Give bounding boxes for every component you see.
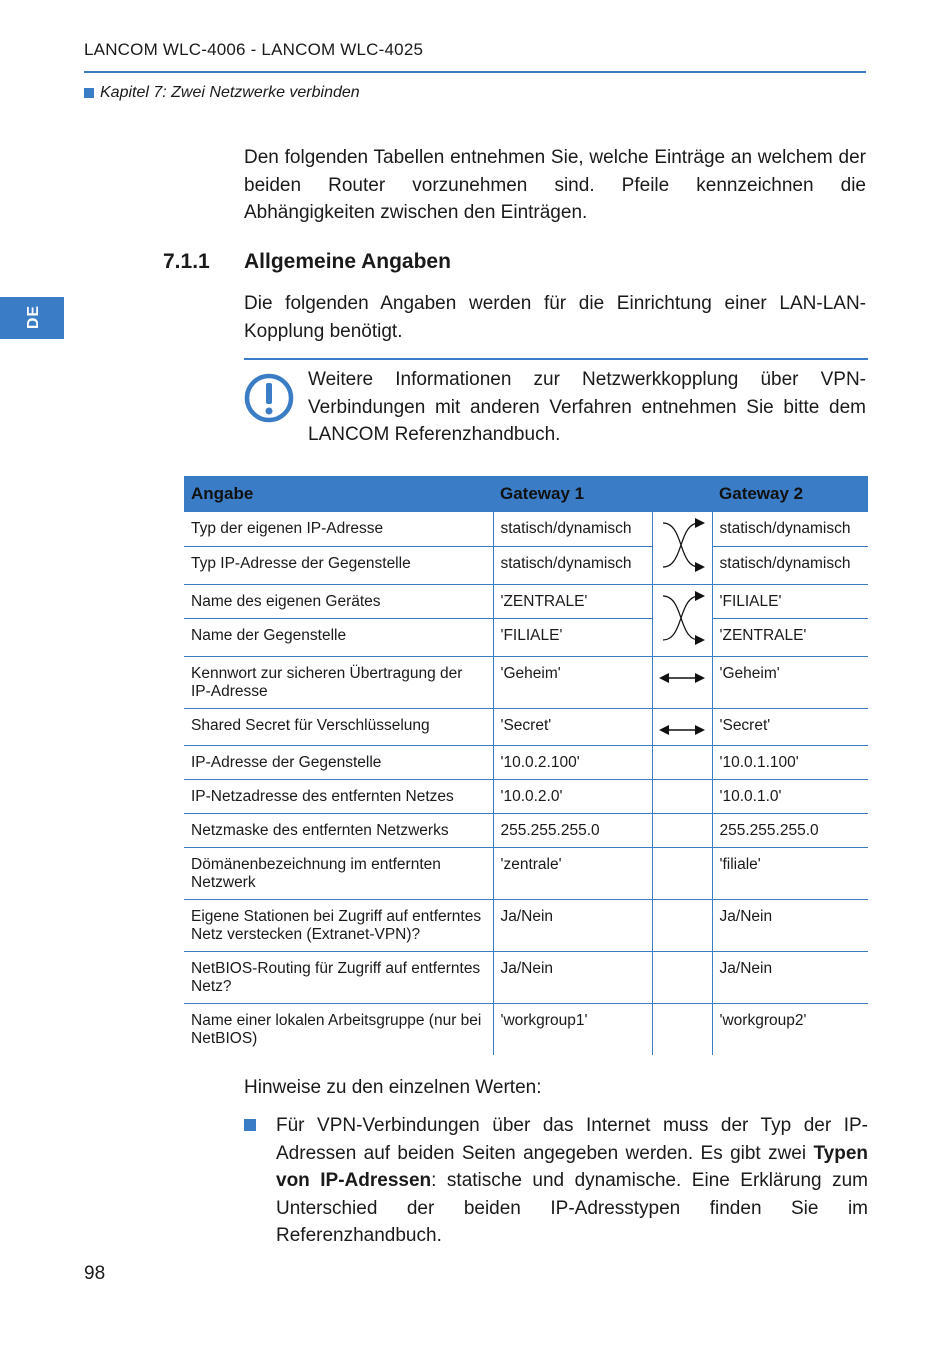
cell-gateway2: 'Secret' [712,708,868,745]
cell-angabe: Eigene Stationen bei Zugriff auf entferntes Netz verstecken (Extranet-VPN)? [184,899,493,951]
cell-gateway2: statisch/dynamisch [712,546,868,584]
cell-angabe: IP-Netzadresse des entfernten Netzes [184,779,493,813]
section-number: 7.1.1 [163,250,210,273]
cell-gateway1: 'zentrale' [493,847,652,899]
cell-angabe: Name des eigenen Gerätes [184,584,493,618]
arrow-cell [652,708,712,745]
cell-gateway1: 'FILIALE' [493,618,652,656]
arrow-cell [652,745,712,779]
bullet-square-icon [244,1119,256,1131]
cell-gateway2: 'workgroup2' [719,1011,807,1029]
cell-gateway2: 'ZENTRALE' [712,618,868,656]
cell-gateway1: Ja/Nein [493,951,652,1003]
cell-gateway2: 255.255.255.0 [712,813,868,847]
cell-angabe: Dömänenbezeichnung im entfernten Netzwerk [184,847,493,899]
double-arrow-icon [659,672,705,684]
cell-angabe: Name einer lokalen Arbeitsgruppe (nur bei NetBIOS) [184,1003,493,1055]
cell-angabe: Typ IP-Adresse der Gegenstelle [184,546,493,584]
running-header: LANCOM WLC-4006 - LANCOM WLC-4025 [84,40,424,59]
intro-paragraph: Den folgenden Tabellen entnehmen Sie, welche Einträge an welchem der beiden Router vorzunehmen sind. Pfeile kennzeichnen die Abhängigkeiten zwischen den Einträgen. [244,147,866,223]
arrow-cell [652,584,712,656]
cell-angabe: Shared Secret für Verschlüsselung [184,708,493,745]
bullet-text-end: : statische und dynamische. Eine Erklärung zum Unterschied der beiden IP-Adresstypen finden Sie im Referenzhandbuch. [276,1170,868,1246]
section-paragraph: Die folgenden Angaben werden für die Einrichtung einer LAN-LAN-Kopplung benötigt. [244,293,866,342]
cell-gateway2: Ja/Nein [712,951,868,1003]
arrow-cell [652,779,712,813]
cell-gateway2: 'Geheim' [712,656,868,708]
header-rule [84,71,866,73]
cell-gateway1: 'Secret' [493,708,652,745]
cell-gateway2: Ja/Nein [712,899,868,951]
cell-angabe: Typ der eigenen IP-Adresse [184,512,493,546]
table-row [184,813,868,847]
note-rule [244,358,868,360]
table-row [184,779,868,813]
cross-arrows-icon [659,590,705,646]
bullet-text-bold: Typen von IP-Adressen [276,1142,868,1191]
arrow-cell [652,899,712,951]
cell-angabe: Netzmaske des entfernten Netzwerks [184,813,493,847]
note-text: Weitere Informationen zur Netzwerkkopplung über VPN-Verbindungen mit anderen Verfahren entnehmen Sie bitte dem LANCOM Referenzhandbuch. [308,369,866,445]
table-row [184,618,868,656]
language-tab [0,297,64,339]
cell-gateway1: statisch/dynamisch [493,512,652,546]
settings-table [184,476,868,1055]
table-row [184,1003,868,1055]
table-row [184,745,868,779]
bullet-text [276,1112,868,1250]
cell-angabe: Name der Gegenstelle [184,618,493,656]
arrow-cell [652,512,712,584]
cell-gateway1: 'workgroup1' [493,1003,652,1055]
table-row [184,656,868,708]
cell-gateway1: '10.0.2.100' [493,745,652,779]
cell-gateway2: 'FILIALE' [712,584,868,618]
section-title: Allgemeine Angaben [244,250,451,273]
table-row [184,546,868,584]
double-arrow-icon [659,724,705,736]
bullet-item [244,1112,868,1250]
table-row [184,847,868,899]
table-header-row [184,476,868,512]
cell-gateway2: '10.0.1.0' [712,779,868,813]
page-number: 98 [84,1263,106,1284]
arrow-cell [652,1003,712,1055]
arrow-cell [652,847,712,899]
cross-arrows-icon [659,517,705,573]
cell-gateway2: statisch/dynamisch [712,512,868,546]
cell-gateway1: 255.255.255.0 [493,813,652,847]
table-row [184,708,868,745]
chapter-line [84,84,360,102]
table-header-angabe: Angabe [184,476,493,512]
arrow-cell [652,813,712,847]
cell-gateway1: Ja/Nein [493,899,652,951]
cell-gateway1: '10.0.2.0' [493,779,652,813]
cell-gateway1: statisch/dynamisch [493,546,652,584]
hints-heading: Hinweise zu den einzelnen Werten: [244,1077,542,1098]
chapter-title: Kapitel 7: Zwei Netzwerke verbinden [100,84,360,101]
table-row [184,899,868,951]
cell-gateway1: 'Geheim' [493,656,652,708]
cell-angabe: IP-Adresse der Gegenstelle [184,745,493,779]
table-row [184,584,868,618]
arrow-cell [652,951,712,1003]
cell-gateway2: '10.0.1.100' [712,745,868,779]
arrow-cell [652,656,712,708]
table-row [184,951,868,1003]
cell-angabe: NetBIOS-Routing für Zugriff auf entferntes Netz? [184,951,493,1003]
exclamation-icon [244,373,294,423]
table-header-gateway2: Gateway 2 [712,476,868,512]
chapter-square-icon [84,88,94,98]
cell-gateway2: 'filiale' [712,847,868,899]
cell-angabe: Kennwort zur sicheren Übertragung der IP-Adresse [184,656,493,708]
bullet-text-start: Für VPN-Verbindungen über das Internet muss der Typ der IP-Adressen auf beiden Seiten angegeben werden. Es gibt zwei [276,1115,868,1164]
language-tab-label: DE [25,304,43,330]
cell-gateway1: 'ZENTRALE' [493,584,652,618]
table-row [184,512,868,546]
table-header-gateway1: Gateway 1 [493,476,712,512]
